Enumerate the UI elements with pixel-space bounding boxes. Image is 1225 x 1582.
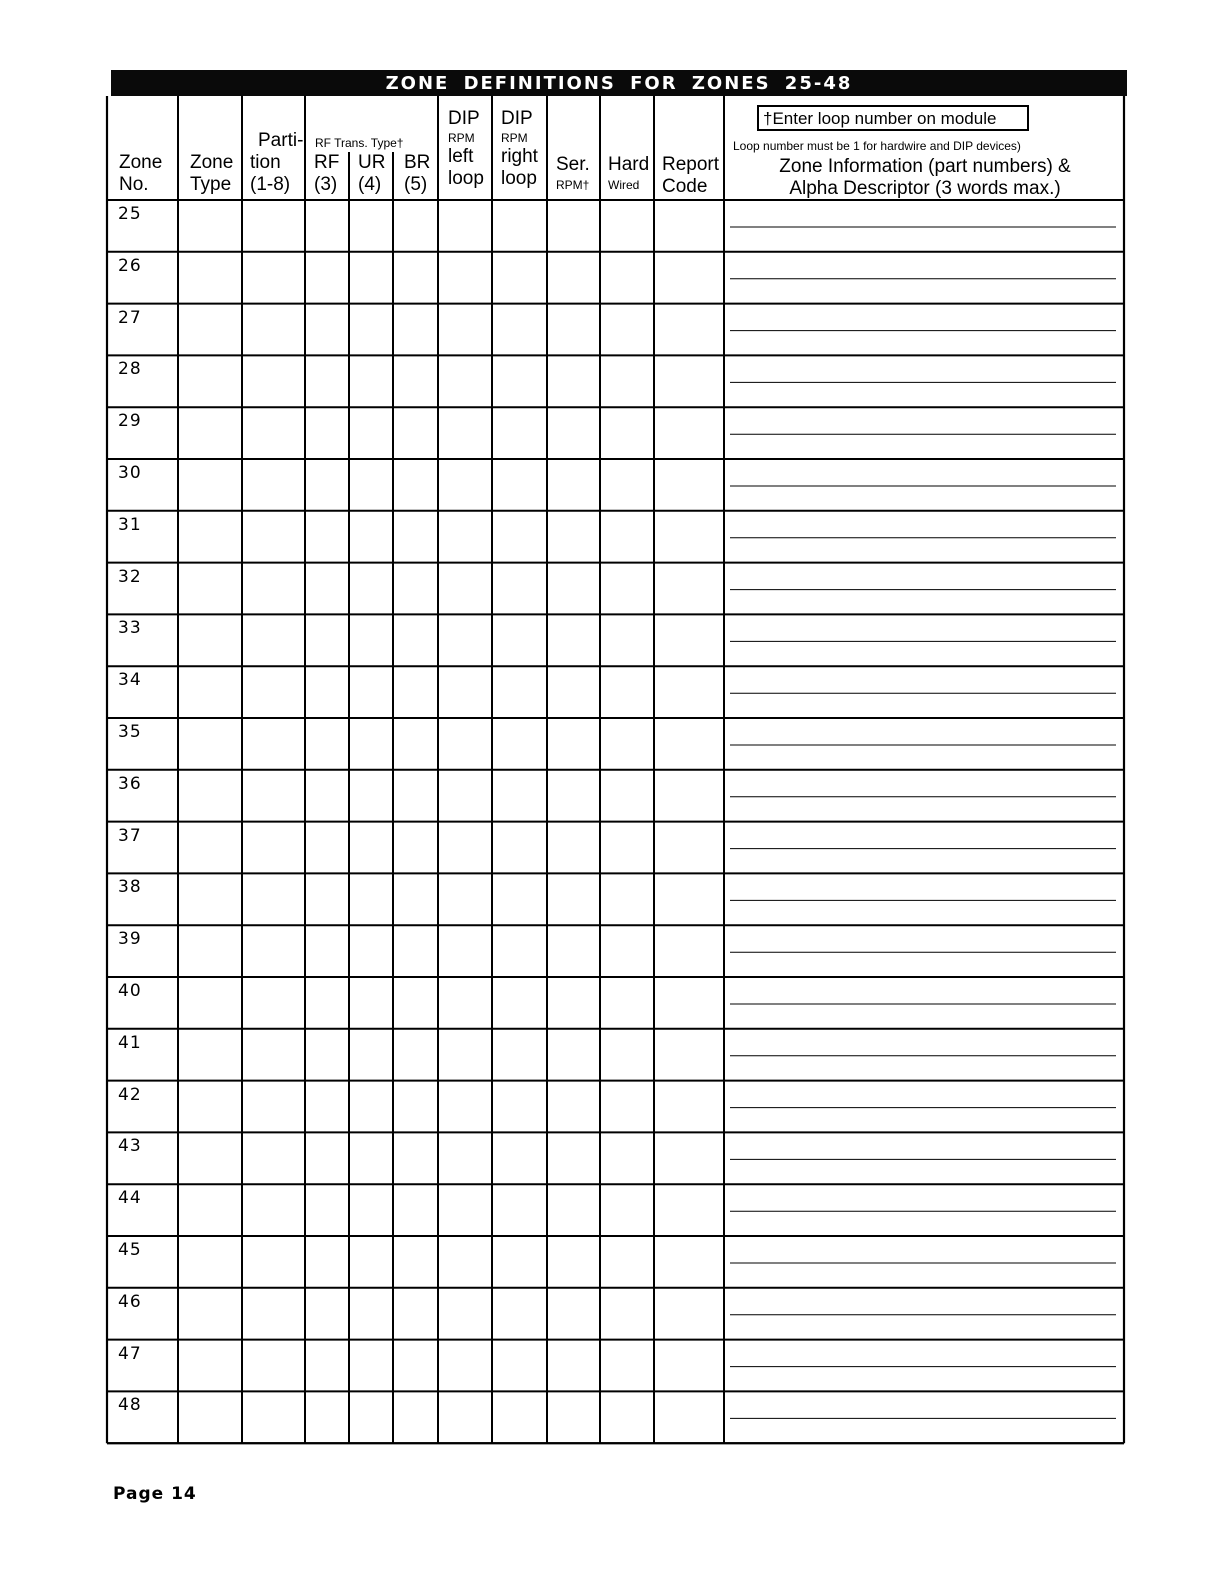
zone-number: 31 [118,514,142,535]
zone-number: 25 [118,204,142,224]
zone-number: 40 [118,981,142,1001]
zone-number: 39 [118,929,142,950]
zone-number: 26 [118,255,142,276]
zone-number: 34 [118,670,142,691]
zone-number: 44 [118,1188,142,1209]
zone-number: 37 [118,825,142,846]
zone-number: 43 [118,1136,142,1157]
page-number: Page 14 [113,1484,197,1504]
header-report-code: Report Code [662,154,720,197]
zone-number: 38 [118,877,142,898]
header-dip-rpm-right: DIP RPM right loop [501,108,538,189]
header-zone-information: Zone Information (part numbers) & Alpha Descriptor (3 words max.) [779,156,1071,199]
zone-number: 47 [118,1343,142,1364]
zone-number: 42 [118,1084,142,1105]
loop-number-note: Loop number must be 1 for hardwire and DIP devices) [733,139,1021,153]
header-partition: Parti- tion (1-8) [250,130,304,195]
zone-number: 35 [118,722,142,742]
zone-number: 41 [118,1032,142,1053]
header-zone-type: Zone Type [190,152,234,195]
header-rf: RF (3) [314,152,340,195]
header-br: BR (5) [404,152,431,195]
header-ser-rpm: Ser. RPM† [556,154,590,192]
zone-number: 48 [118,1395,142,1416]
zone-number: 28 [118,359,142,380]
zone-number: 27 [118,307,142,328]
zone-number: 33 [118,618,142,639]
zone-number: 32 [118,566,142,587]
header-rf-trans-type: RF Trans. Type† [315,136,404,150]
zone-number: 45 [118,1240,142,1260]
header-zone-no: Zone No. [119,152,163,195]
loop-number-note-box: †Enter loop number on module [757,105,1029,131]
zone-number: 36 [118,773,142,794]
form-title: ZONE DEFINITIONS FOR ZONES 25-48 [111,70,1127,96]
zone-number: 29 [118,411,142,432]
header-hard-wired: Hard Wired [608,154,650,192]
zone-number: 30 [118,463,142,483]
header-ur: UR (4) [358,152,386,195]
zone-number: 46 [118,1291,142,1312]
header-dip-rpm-left: DIP RPM left loop [448,108,484,189]
